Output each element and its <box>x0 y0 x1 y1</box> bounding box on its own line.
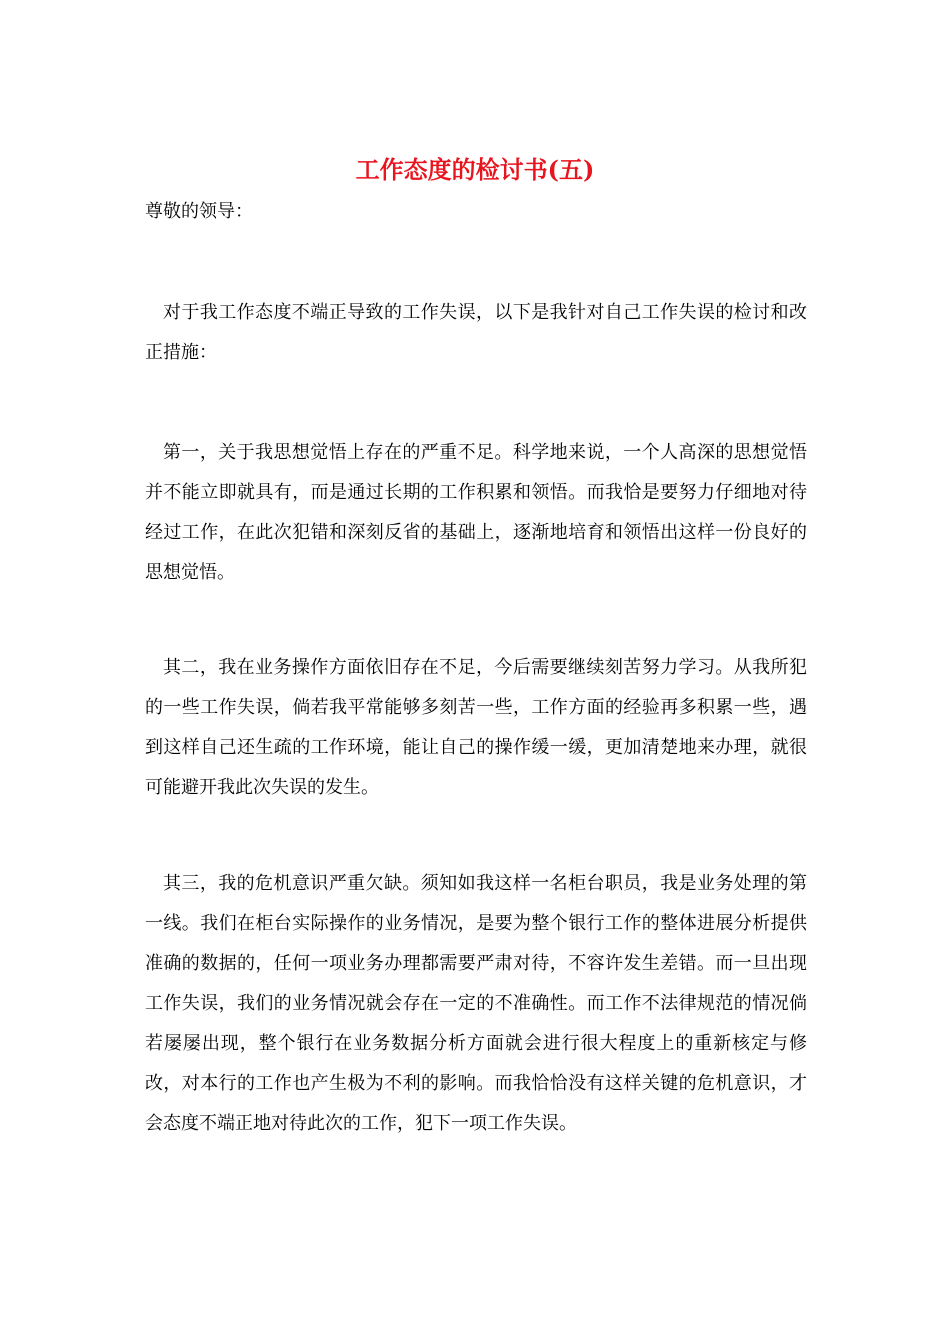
paragraph-intro: 对于我工作态度不端正导致的工作失误，以下是我针对自己工作失误的检讨和改正措施： <box>145 302 807 363</box>
salutation: 尊敬的领导： <box>145 201 253 222</box>
paragraph-first: 第一，关于我思想觉悟上存在的严重不足。科学地来说，一个人高深的思想觉悟并不能立即就具有，而是通过长期的工作积累和领悟。而我恰是要努力仔细地对待经过工作，在此次犯错和深刻反省的基础上，逐渐地培育和领悟出这样一份良好的思想觉悟。 <box>145 442 807 583</box>
paragraph-third: 其三，我的危机意识严重欠缺。须知如我这样一名柜台职员，我是业务处理的第一线。我们在柜台实际操作的业务情况，是要为整个银行工作的整体进展分析提供准确的数据的，任何一项业务办理都需要严肃对待，不容许发生差错。而一旦出现工作失误，我们的业务情况就会存在一定的不准确性。而工作不法律规范的情况倘若屡屡出现，整个银行在业务数据分析方面就会进行很大程度上的重新核定与修改，对本行的工作也产生极为不利的影响。而我恰恰没有这样关键的危机意识，才会态度不端正地对待此次的工作，犯下一项工作失误。 <box>145 873 807 1134</box>
document-title: 工作态度的检讨书(五) <box>355 155 595 184</box>
paragraph-second: 其二，我在业务操作方面依旧存在不足，今后需要继续刻苦努力学习。从我所犯的一些工作失误，倘若我平常能够多刻苦一些，工作方面的经验再多积累一些，遇到这样自己还生疏的工作环境，能让自己的操作缓一缓，更加清楚地来办理，就很可能避开我此次失误的发生。 <box>145 657 807 798</box>
